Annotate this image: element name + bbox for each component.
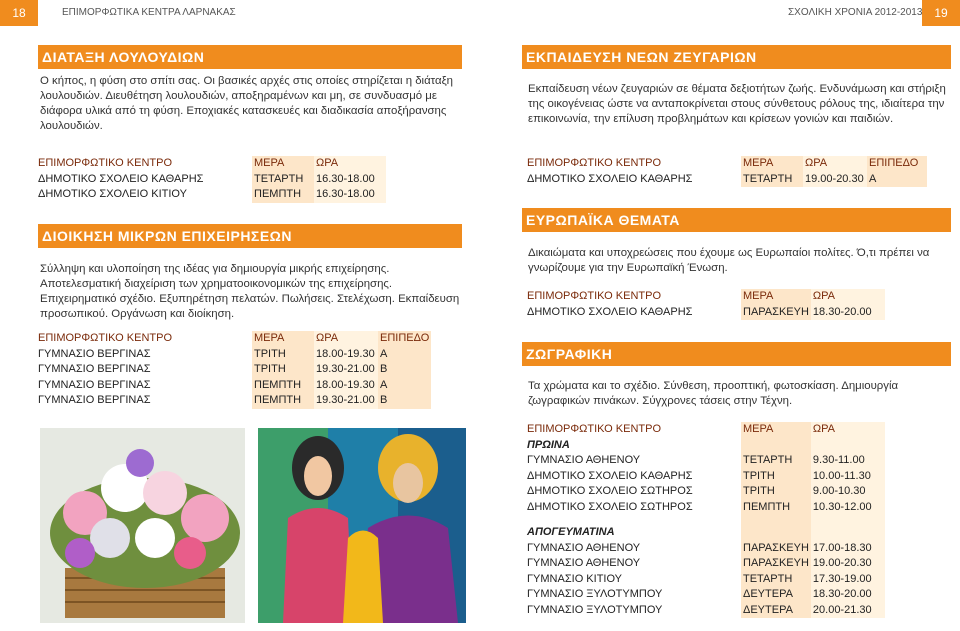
- page-header: [0, 0, 960, 26]
- header-level: ΕΠΙΠΕΔΟ: [867, 156, 927, 172]
- cell-time: 16.30-18.00: [314, 172, 386, 188]
- table-row: [525, 484, 885, 500]
- cell-centre: ΓΥΜΝΑΣΙΟ ΒΕΡΓΙΝΑΣ: [38, 347, 151, 360]
- cell-day: ΤΡΙΤΗ: [252, 347, 314, 363]
- painting-photo: [258, 428, 466, 623]
- cell-centre: ΓΥΜΝΑΣΙΟ ΒΕΡΓΙΝΑΣ: [38, 394, 151, 406]
- cell-time: 18.30-20.00: [811, 305, 885, 321]
- cell-time: 17.00-18.30: [811, 541, 885, 557]
- header-centre: ΕΠΙΜΟΡΦΩΤΙΚΟ ΚΕΝΤΡΟ: [38, 157, 173, 169]
- flower-schedule-table: [36, 156, 386, 203]
- business-schedule-table: [36, 331, 431, 409]
- painting-section-title: ΖΩΓΡΑΦΙΚΗ: [522, 342, 951, 366]
- cell-time: 19.30-21.00: [314, 393, 378, 409]
- right-header-year: ΣΧΟΛΙΚΗ ΧΡΟΝΙΑ 2012-2013: [788, 7, 923, 18]
- table-row: [36, 393, 431, 409]
- painting-image: [258, 428, 466, 623]
- cell-centre: ΓΥΜΝΑΣΙΟ ΑΘΗΕΝΟΥ: [527, 541, 641, 554]
- business-section-title: ΔΙΟΙΚΗΣΗ ΜΙΚΡΩΝ ΕΠΙΧΕΙΡΗΣΕΩΝ: [38, 224, 462, 248]
- header-time: ΩΡΑ: [803, 156, 867, 172]
- cell-level: Α: [867, 172, 927, 188]
- cell-day: ΠΑΡΑΣΚΕΥΗ: [741, 305, 811, 321]
- table-header-row: [525, 289, 885, 305]
- table-row: [525, 453, 885, 469]
- cell-time: 19.00-20.30: [803, 172, 867, 188]
- table-row: [36, 362, 431, 378]
- cell-centre: ΔΗΜΟΤΙΚΟ ΣΧΟΛΕΙΟ ΚΑΘΑΡΗΣ: [38, 172, 204, 185]
- couples-section-title: ΕΚΠΑΙΔΕΥΣΗ ΝΕΩΝ ΖΕΥΓΑΡΙΩΝ: [522, 45, 951, 69]
- cell-day: ΤΕΤΑΡΤΗ: [741, 572, 811, 588]
- flower-description: Ο κήπος, η φύση στο σπίτι σας. Οι βασικές αρχές στις οποίες στηρίζεται η διάταξη λουλουδιών. Διευθέτηση λουλουδιών, αποξηραμένων και μη, σε συνδυασμό με διάφορα υλικά από τη φύση. Εποχιακές κατασκευές και διαδικασία αποξήρανσης λουλουδιών.: [40, 75, 454, 132]
- cell-centre: ΓΥΜΝΑΣΙΟ ΚΙΤΙΟΥ: [527, 572, 623, 585]
- header-time: ΩΡΑ: [811, 422, 885, 438]
- header-day: ΜΕΡΑ: [741, 422, 811, 438]
- header-centre: ΕΠΙΜΟΡΦΩΤΙΚΟ ΚΕΝΤΡΟ: [38, 332, 173, 344]
- cell-day: ΤΡΙΤΗ: [741, 469, 811, 485]
- cell-day: ΠΕΜΠΤΗ: [252, 378, 314, 394]
- cell-time: 18.00-19.30: [314, 378, 378, 394]
- flower-section-title: ΔΙΑΤΑΞΗ ΛΟΥΛΟΥΔΙΩΝ: [38, 45, 462, 69]
- afternoon-subheading-row: [525, 525, 885, 541]
- couples-schedule-table: [525, 156, 927, 187]
- table-row: [36, 187, 386, 203]
- table-header-row: [525, 156, 927, 172]
- cell-day: ΤΕΤΑΡΤΗ: [741, 172, 803, 188]
- header-day: ΜΕΡΑ: [741, 156, 803, 172]
- cell-time: 16.30-18.00: [314, 187, 386, 203]
- cell-centre: ΔΗΜΟΤΙΚΟ ΣΧΟΛΕΙΟ ΣΩΤΗΡΟΣ: [527, 485, 693, 497]
- couples-description: Εκπαίδευση νέων ζευγαριών σε θέματα δεξιοτήτων ζωής. Ενδυνάμωση και στήριξη της οικογένειας ώστε να ανταποκρίνεται στους σύνθετους ρόλους της, ιδιαίτερα την επικοινωνία, την επίλυση προβλημάτων και κρίσεων γονιών και παιδιών.: [528, 83, 946, 125]
- europe-schedule-table: [525, 289, 885, 320]
- cell-level: Β: [378, 393, 431, 409]
- cell-centre: ΓΥΜΝΑΣΙΟ ΑΘΗΕΝΟΥ: [527, 454, 641, 466]
- table-row: [525, 500, 885, 516]
- right-page-number: 19: [922, 0, 960, 26]
- table-header-row: [525, 422, 885, 438]
- cell-time: 18.00-19.30: [314, 347, 378, 363]
- cell-centre: ΔΗΜΟΤΙΚΟ ΣΧΟΛΕΙΟ ΚΑΘΑΡΗΣ: [527, 172, 693, 185]
- cell-day: ΤΕΤΑΡΤΗ: [252, 172, 314, 188]
- header-day: ΜΕΡΑ: [252, 331, 314, 347]
- cell-centre: ΔΗΜΟΤΙΚΟ ΣΧΟΛΕΙΟ ΣΩΤΗΡΟΣ: [527, 500, 693, 513]
- header-centre: ΕΠΙΜΟΡΦΩΤΙΚΟ ΚΕΝΤΡΟ: [527, 157, 662, 169]
- cell-time: 19.00-20.30: [811, 556, 885, 572]
- cell-time: 9.00-10.30: [811, 484, 885, 500]
- header-centre: ΕΠΙΜΟΡΦΩΤΙΚΟ ΚΕΝΤΡΟ: [527, 423, 662, 435]
- painting-schedule-table: [525, 422, 885, 618]
- table-header-row: [36, 156, 386, 172]
- header-time: ΩΡΑ: [314, 156, 386, 172]
- cell-centre: ΓΥΜΝΑΣΙΟ ΒΕΡΓΙΝΑΣ: [38, 363, 151, 375]
- header-centre: ΕΠΙΜΟΡΦΩΤΙΚΟ ΚΕΝΤΡΟ: [527, 290, 662, 302]
- header-day: ΜΕΡΑ: [252, 156, 314, 172]
- flower-basket-photo: [40, 428, 245, 623]
- cell-centre: ΓΥΜΝΑΣΙΟ ΞΥΛΟΤΥΜΠΟΥ: [527, 603, 663, 616]
- left-page-number: 18: [0, 0, 38, 26]
- table-header-row: [36, 331, 431, 347]
- table-row: [36, 378, 431, 394]
- afternoon-label: ΑΠΟΓΕΥΜΑΤΙΝΑ: [527, 526, 615, 538]
- cell-day: ΠΕΜΠΤΗ: [741, 500, 811, 516]
- cell-level: Α: [378, 347, 431, 363]
- cell-level: Α: [378, 378, 431, 394]
- cell-time: 17.30-19.00: [811, 572, 885, 588]
- cell-time: 20.00-21.30: [811, 603, 885, 619]
- table-row: [525, 587, 885, 603]
- cell-day: ΤΡΙΤΗ: [252, 362, 314, 378]
- table-row: [525, 469, 885, 485]
- table-row: [525, 541, 885, 557]
- cell-day: ΠΑΡΑΣΚΕΥΗ: [741, 556, 811, 572]
- header-level: ΕΠΙΠΕΔΟ: [378, 331, 431, 347]
- cell-day: ΔΕΥΤΕΡΑ: [741, 587, 811, 603]
- cell-centre: ΓΥΜΝΑΣΙΟ ΒΕΡΓΙΝΑΣ: [38, 378, 151, 391]
- cell-centre: ΓΥΜΝΑΣΙΟ ΞΥΛΟΤΥΜΠΟΥ: [527, 588, 663, 600]
- table-row: [525, 305, 885, 321]
- cell-centre: ΔΗΜΟΤΙΚΟ ΣΧΟΛΕΙΟ ΚΑΘΑΡΗΣ: [527, 305, 693, 318]
- header-time: ΩΡΑ: [314, 331, 378, 347]
- cell-day: ΠΑΡΑΣΚΕΥΗ: [741, 541, 811, 557]
- table-row: [36, 347, 431, 363]
- cell-day: ΔΕΥΤΕΡΑ: [741, 603, 811, 619]
- cell-centre: ΓΥΜΝΑΣΙΟ ΑΘΗΕΝΟΥ: [527, 557, 641, 569]
- cell-time: 19.30-21.00: [314, 362, 378, 378]
- business-description: Σύλληψη και υλοποίηση της ιδέας για δημιουργία μικρής επιχείρησης. Αποτελεσματική διαχείριση των χρηματοοικονομικών της επιχείρησης. Επιχειρηματικό σχέδιο. Εξυπηρέτηση πελατών. Πωλήσεις. Στελέχωση. Εκπαίδευση προσωπικού. Οργάνωση και διοίκηση.: [40, 263, 460, 320]
- table-row: [525, 603, 885, 619]
- morning-subheading-row: [525, 438, 885, 454]
- header-time: ΩΡΑ: [811, 289, 885, 305]
- morning-label: ΠΡΩΙΝΑ: [527, 438, 570, 451]
- cell-time: 9.30-11.00: [811, 453, 885, 469]
- header-day: ΜΕΡΑ: [741, 289, 811, 305]
- europe-section-title: ΕΥΡΩΠΑΪΚΑ ΘΕΜΑΤΑ: [522, 208, 951, 232]
- cell-day: ΠΕΜΠΤΗ: [252, 187, 314, 203]
- flower-basket-image: [40, 428, 245, 623]
- left-header-title: ΕΠΙΜΟΡΦΩΤΙΚΑ ΚΕΝΤΡΑ ΛΑΡΝΑΚΑΣ: [62, 7, 236, 18]
- table-row: [525, 556, 885, 572]
- cell-centre: ΔΗΜΟΤΙΚΟ ΣΧΟΛΕΙΟ ΚΙΤΙΟΥ: [38, 188, 187, 200]
- cell-centre: ΔΗΜΟΤΙΚΟ ΣΧΟΛΕΙΟ ΚΑΘΑΡΗΣ: [527, 469, 693, 482]
- cell-day: ΤΡΙΤΗ: [741, 484, 811, 500]
- table-row: [36, 172, 386, 188]
- cell-level: Β: [378, 362, 431, 378]
- table-row: [525, 572, 885, 588]
- cell-day: ΤΕΤΑΡΤΗ: [741, 453, 811, 469]
- cell-time: 18.30-20.00: [811, 587, 885, 603]
- europe-description: Δικαιώματα και υποχρεώσεις που έχουμε ως Ευρωπαίοι πολίτες. Ό,τι πρέπει να γνωρίζουμε για την Ευρωπαϊκή Ένωση.: [528, 247, 930, 274]
- cell-day: ΠΕΜΠΤΗ: [252, 393, 314, 409]
- painting-description: Τα χρώματα και το σχέδιο. Σύνθεση, προοπτική, φωτοσκίαση. Δημιουργία ζωγραφικών πινάκων. Σύγχρονες τάσεις στην Τέχνη.: [528, 380, 899, 407]
- cell-time: 10.00-11.30: [811, 469, 885, 485]
- table-row: [525, 172, 927, 188]
- cell-time: 10.30-12.00: [811, 500, 885, 516]
